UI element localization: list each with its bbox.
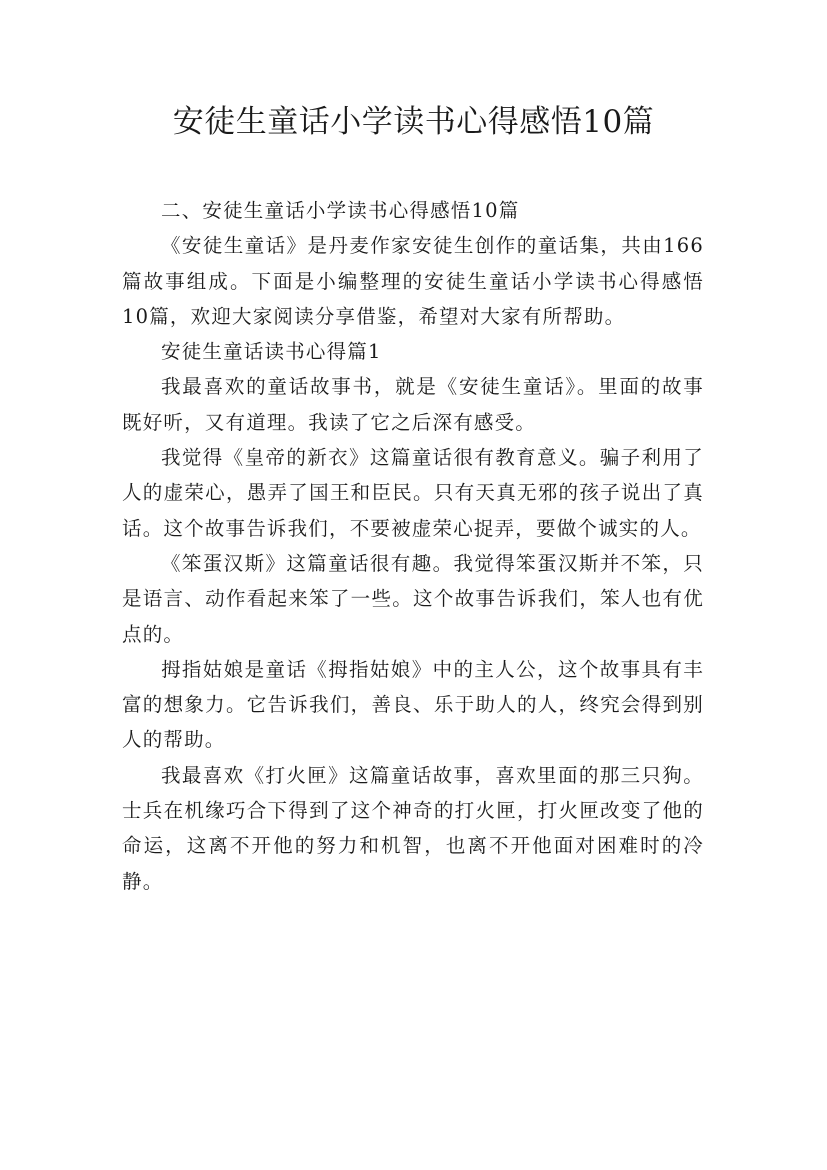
section-heading: 二、安徒生童话小学读书心得感悟10篇 [161,199,520,222]
subsection-heading: 安徒生童话读书心得篇1 [161,340,382,364]
body-paragraph: 我最喜欢的童话故事书，就是《安徒生童话》。里面的故事既好听，又有道理。我读了它之后深有感受。 [122,375,704,434]
body-paragraph: 拇指姑娘是童话《拇指姑娘》中的主人公，这个故事具有丰富的想象力。它告诉我们，善良、乐于助人的人，终究会得到别人的帮助。 [122,657,704,752]
intro-paragraph: 《安徒生童话》是丹麦作家安徒生创作的童话集，共由166篇故事组成。下面是小编整理的安徒生童话小学读书心得感悟10篇，欢迎大家阅读分享借鉴，希望对大家有所帮助。 [122,234,704,328]
body-paragraph: 我最喜欢《打火匣》这篇童话故事，喜欢里面的那三只狗。士兵在机缘巧合下得到了这个神奇的打火匣，打火匣改变了他的命运，这离不开他的努力和机智，也离不开他面对困难时的冷静。 [122,763,704,893]
body-paragraph: 我觉得《皇帝的新衣》这篇童话很有教育意义。骗子利用了人的虚荣心，愚弄了国王和臣民。只有天真无邪的孩子说出了真话。这个故事告诉我们，不要被虚荣心捉弄，要做个诚实的人。 [122,446,704,540]
document-title: 安徒生童话小学读书心得感悟10篇 [172,104,655,140]
body-paragraph: 《笨蛋汉斯》这篇童话很有趣。我觉得笨蛋汉斯并不笨，只是语言、动作看起来笨了一些。这个故事告诉我们，笨人也有优点的。 [122,551,704,646]
document-body [122,193,704,899]
